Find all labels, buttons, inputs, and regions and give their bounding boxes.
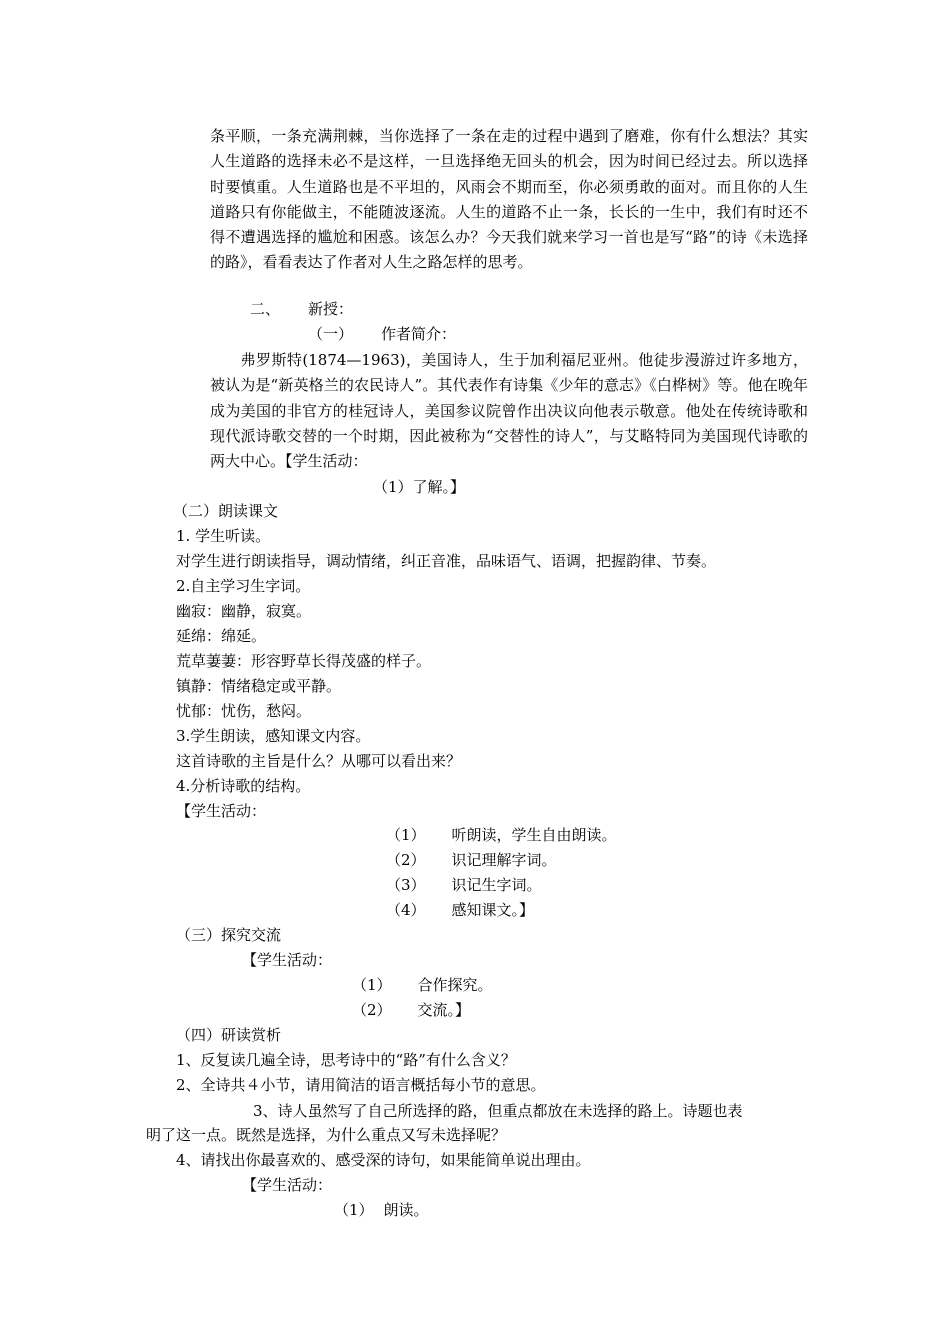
section-title: 新授： <box>308 300 354 318</box>
activity-number: （3） <box>386 876 426 894</box>
activity-item <box>334 1198 429 1222</box>
list-item-question: 这首诗歌的主旨是什么？从哪可以看出来？ <box>176 752 462 770</box>
activity-number: （4） <box>386 901 426 919</box>
activity-item <box>352 973 493 997</box>
list-item: 2.自主学习生字词。 <box>176 577 311 595</box>
author-paragraph-text: 弗罗斯特(1874—1963)，美国诗人，生于加利福尼亚州。他徒步漫游过许多地方，被认为是“新英格兰的农民诗人”。其代表作有诗集《少年的意志》《白桦树》等。他在晚年成为美国的非官方的桂冠诗人，美国参议院曾作出决议向他表示敬意。他处在传统诗歌和现代派诗歌交替的一个时期，因此被称为“交替性的诗人”，与艾略特同为美国现代诗歌的两大中心。【学生活动： <box>210 351 808 471</box>
list-item: 3.学生朗读，感知课文内容。 <box>176 727 371 745</box>
activity-text: 合作探究。 <box>417 976 493 994</box>
activity-item <box>386 848 557 872</box>
intro-paragraph: 条平顺，一条充满荆棘，当你选择了一条在走的过程中遇到了磨难，你有什么想法？其实人生道路的选择未必不是这样，一旦选择绝无回头的机会，因为时间已经过去。所以选择时要慎重。人生道路也是不平坦的，风雨会不期而至，你必须勇敢的面对。而且你的人生道路只有你能做主，不能随波逐流。人生的道路不止一条，长长的一生中，我们有时还不得不遭遇选择的尴尬和困惑。该怎么办？今天我们就来学习一首也是写“路”的诗《未选择的路》，看看表达了作者对人生之路怎样的思考。 <box>210 127 808 272</box>
activity-text: 朗读。 <box>383 1201 429 1219</box>
vocab-item: 忧郁：忧伤，愁闷。 <box>176 702 312 720</box>
author-paragraph <box>210 348 808 474</box>
question-item: 3、诗人虽然写了自己所选择的路，但重点都放在未选择的路上。诗题也表 <box>253 1102 743 1120</box>
activity-label: 【学生活动： <box>242 1176 333 1194</box>
subsection-title: 作者简介： <box>381 325 457 343</box>
vocab-item: 幽寂：幽静，寂寞。 <box>176 602 312 620</box>
activity-label: 【学生活动： <box>242 951 333 969</box>
question-item: 1、反复读几遍全诗，思考诗中的“路”有什么含义？ <box>176 1051 516 1069</box>
list-item: 4.分析诗歌的结构。 <box>176 777 311 795</box>
activity-item <box>352 998 470 1022</box>
section-heading-new-lesson <box>250 297 353 321</box>
list-item-description: 对学生进行朗读指导，调动情绪，纠正音准，品味语气、语调，把握韵律、节奏。 <box>176 552 717 570</box>
vocab-item: 荒草萋萋：形容野草长得茂盛的样子。 <box>176 652 432 670</box>
activity-number: （2） <box>386 851 426 869</box>
activity-item <box>386 873 542 897</box>
subsection-heading-analysis: （四）研读赏析 <box>176 1026 282 1044</box>
activity-item <box>386 898 534 922</box>
question-item: 4、请找出你最喜欢的、感受深的诗句，如果能简单说出理由。 <box>176 1151 591 1169</box>
activity-number: （1） <box>352 976 392 994</box>
activity-text: 识记理解字词。 <box>451 851 557 869</box>
activity-number: （1） <box>334 1201 374 1219</box>
activity-number: （2） <box>352 1001 392 1019</box>
question-item-continued: 明了这一点。既然是选择，为什么重点又写未选择呢？ <box>146 1126 507 1144</box>
section-number: 二、 <box>250 300 281 318</box>
activity-number: （1） <box>386 826 426 844</box>
vocab-item: 延绵：绵延。 <box>176 627 267 645</box>
activity-text: 听朗读，学生自由朗读。 <box>451 826 617 844</box>
activity-text: 识记生字词。 <box>451 876 542 894</box>
subsection-number: （一） <box>308 325 354 343</box>
subsection-heading-reading: （二）朗读课文 <box>173 502 279 520</box>
activity-item <box>386 823 617 847</box>
question-item: 2、全诗共４小节，请用简洁的语言概括每小节的意思。 <box>176 1076 546 1094</box>
activity-text: 感知课文。】 <box>451 901 535 919</box>
subsection-heading-author <box>308 322 456 346</box>
subsection-heading-explore: （三）探究交流 <box>176 926 282 944</box>
activity-label: 【学生活动： <box>176 802 267 820</box>
activity-item: （1）了解。】 <box>373 478 466 496</box>
list-item: 1. 学生听读。 <box>176 527 271 545</box>
vocab-item: 镇静：情绪稳定或平静。 <box>176 677 342 695</box>
activity-text: 交流。】 <box>417 1001 471 1019</box>
